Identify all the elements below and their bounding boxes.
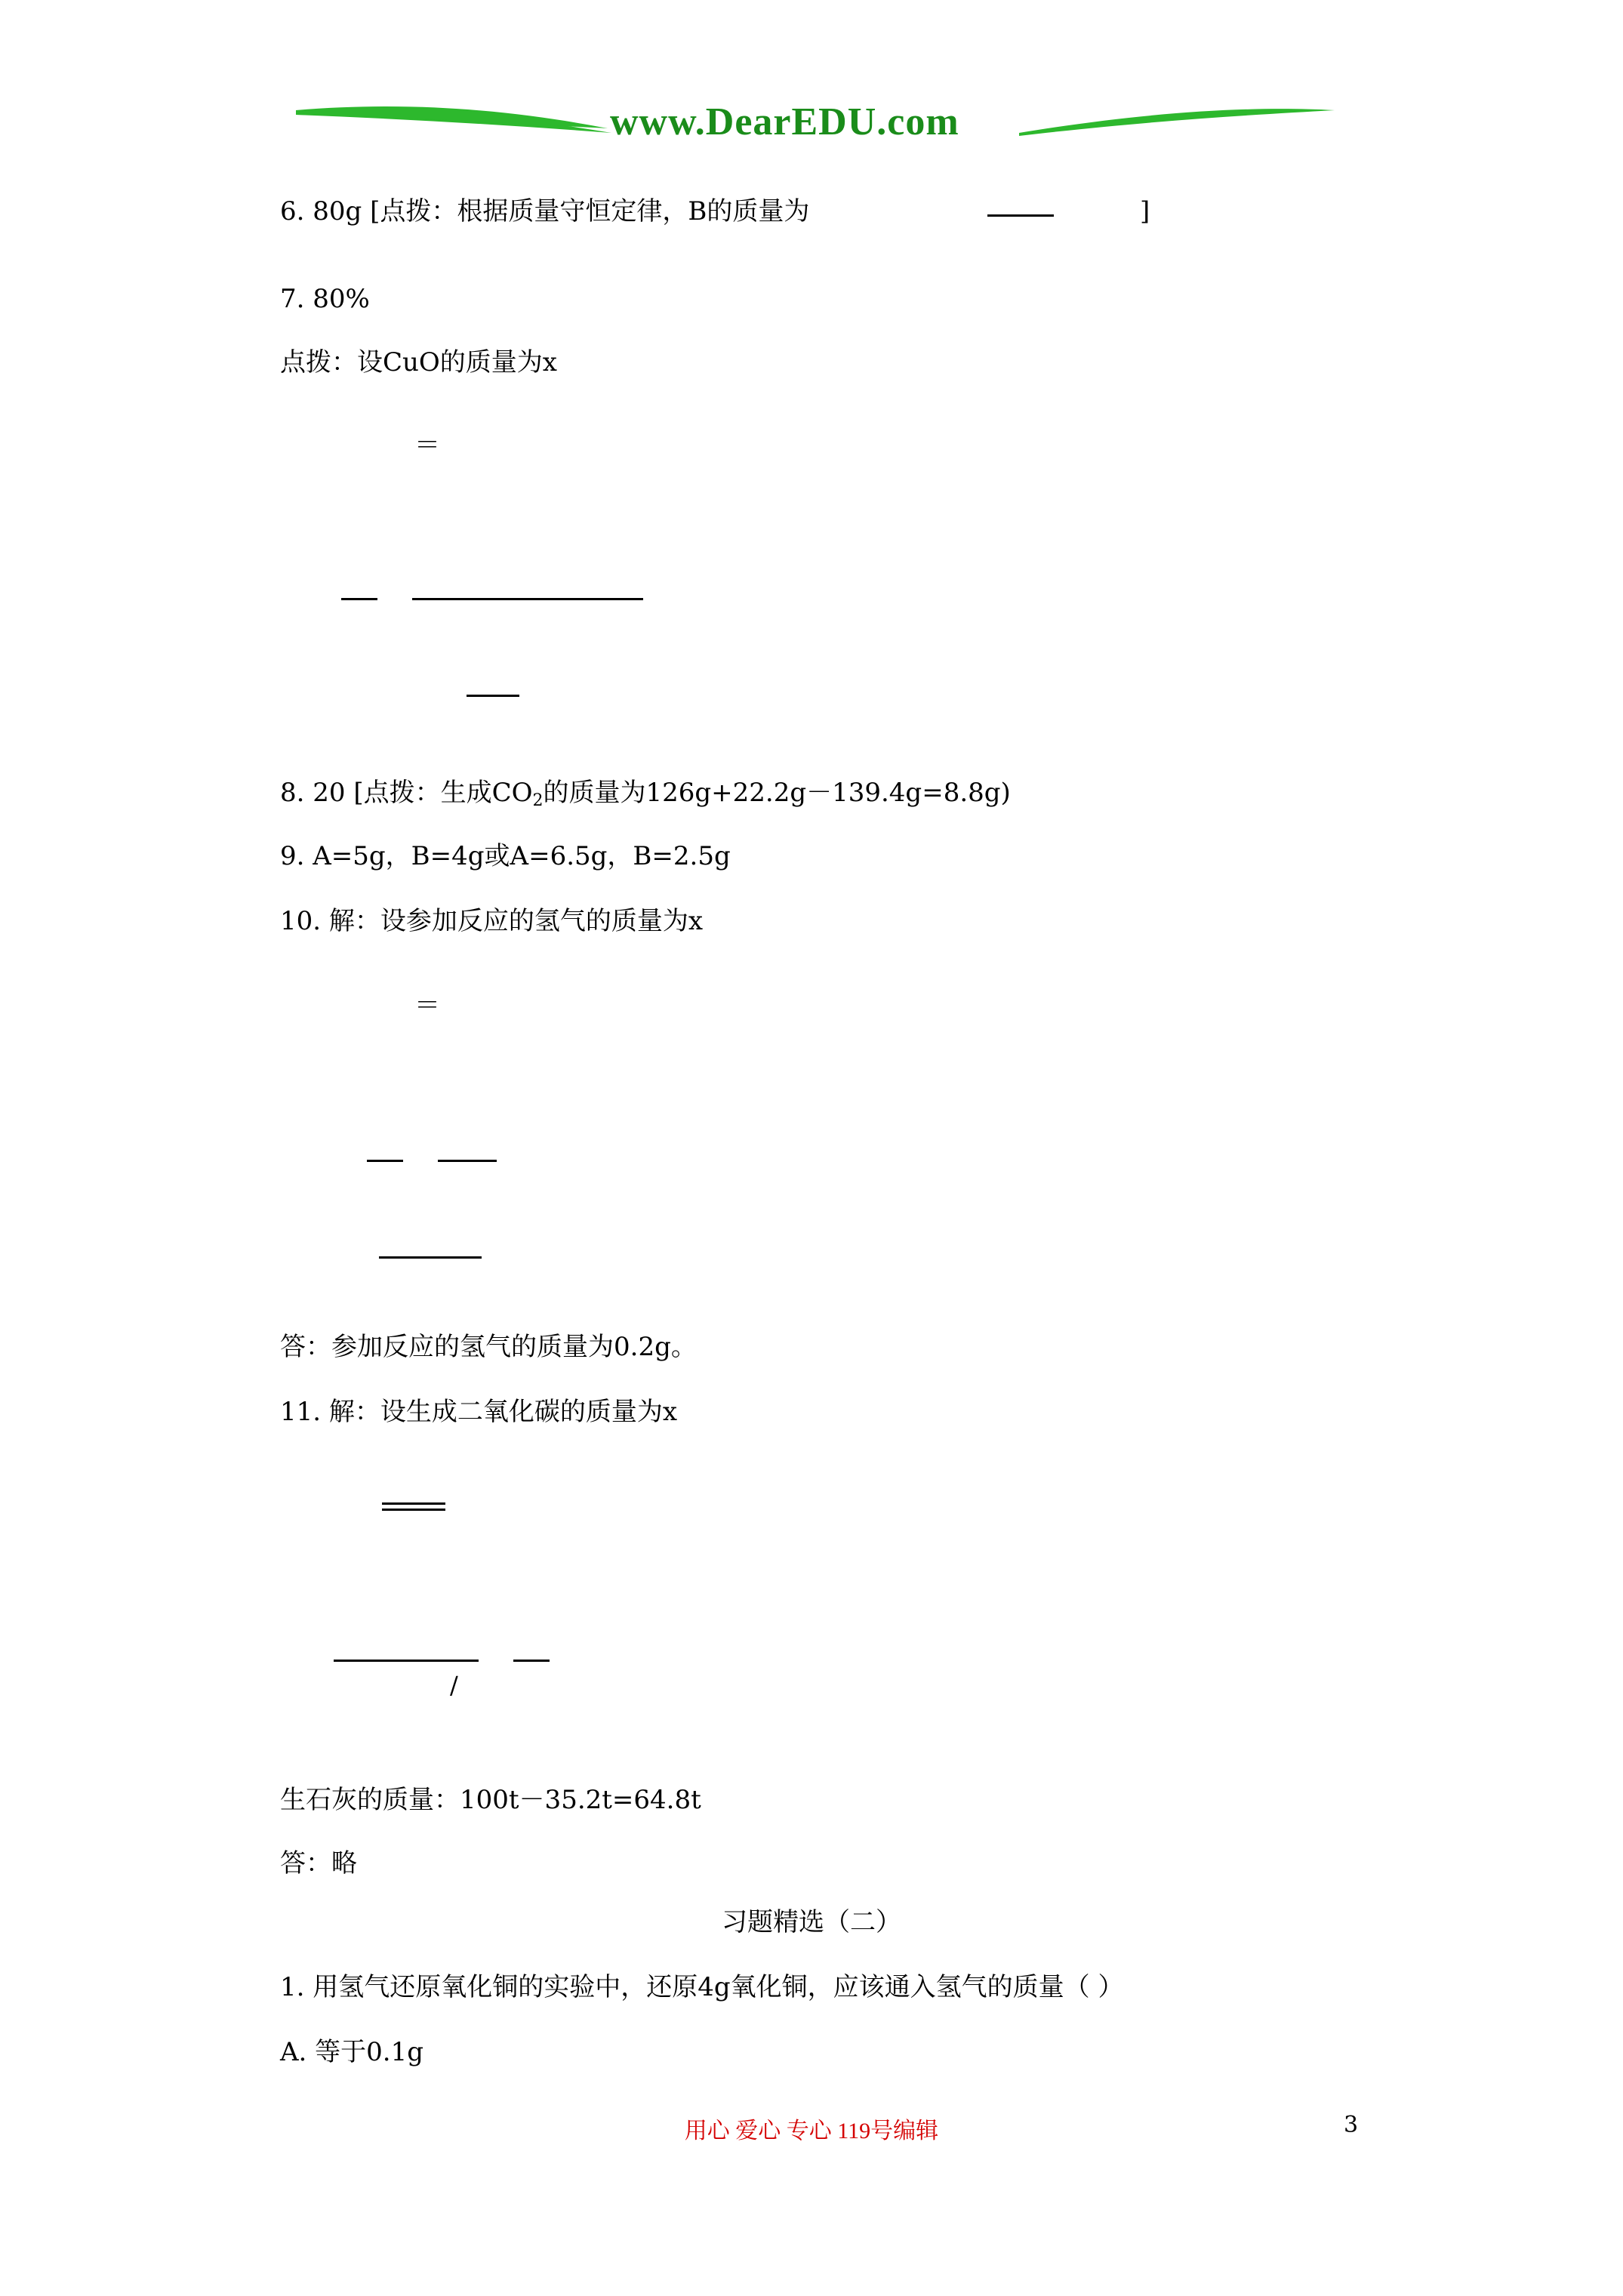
answer-10: 10. 解：设参加反应的氢气的质量为x [280, 906, 704, 936]
lime-mass: 生石灰的质量：100t－35.2t=64.8t [280, 1785, 701, 1815]
equation-sign: ＝ [414, 430, 440, 461]
slash-mark: / [450, 1671, 458, 1700]
fraction-bar [341, 598, 377, 600]
fraction-bar [412, 598, 643, 600]
fraction-bar [382, 1509, 445, 1511]
answer-10-conclusion: 答：参加反应的氢气的质量为0.2g。 [280, 1332, 697, 1362]
answer-9: 9. A=5g，B=4g或A=6.5g，B=2.5g [280, 841, 731, 871]
question-1: 1. 用氢气还原氧化铜的实验中，还原4g氧化铜，应该通入氢气的质量（ ） [280, 1972, 1124, 2002]
answer-8 [280, 776, 1011, 818]
answer-6-bracket: ] [1140, 196, 1150, 227]
fraction-bar [467, 695, 519, 697]
section-title: 习题精选（二） [722, 1907, 901, 1937]
fraction-bar [987, 214, 1054, 217]
question-1-option-a: A. 等于0.1g [280, 2037, 424, 2067]
footer-text: 用心 爱心 专心 119号编辑 [684, 2119, 939, 2143]
answer-8-pre: 8. 20 [点拨：生成CO [280, 778, 533, 808]
answer-6: 6. 80g [点拨：根据质量守恒定律，B的质量为 [280, 196, 810, 227]
answer-7-hint: 点拨：设CuO的质量为x [280, 347, 557, 378]
answer-8-sub: 2 [532, 791, 544, 810]
answer-8-post: 的质量为126g+22.2g－139.4g=8.8g) [543, 778, 1011, 808]
fraction-bar [382, 1502, 445, 1505]
answer-11: 11. 解：设生成二氧化碳的质量为x [280, 1397, 678, 1427]
equation-sign: ＝ [414, 991, 440, 1021]
fraction-bar [334, 1660, 479, 1662]
answer-11-conclusion: 答：略 [280, 1848, 357, 1878]
fraction-bar [438, 1160, 497, 1162]
answer-7: 7. 80% [280, 284, 370, 314]
header-logo-text: www.DearEDU.com [610, 100, 959, 143]
fraction-bar [367, 1160, 403, 1162]
fraction-bar [513, 1660, 550, 1662]
fraction-bar [379, 1256, 482, 1259]
page-number: 3 [1344, 2112, 1359, 2138]
